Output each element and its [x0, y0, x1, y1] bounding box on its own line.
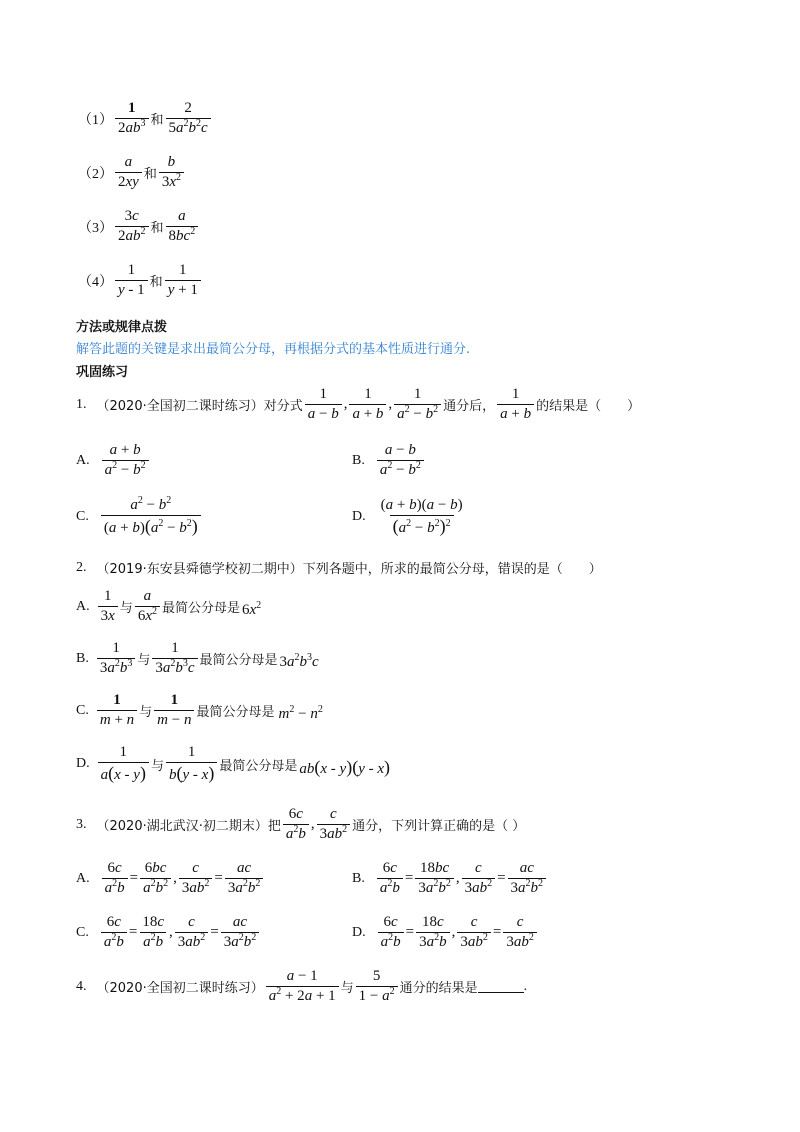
item-label: （2） [78, 166, 113, 182]
fraction: $\frac{c}{3ab^2}$ [317, 806, 351, 844]
option-label: C. [76, 702, 89, 718]
method-text: 解答此题的关键是求出最简公分母，再根据分式的基本性质进行通分. [76, 342, 471, 357]
question-stem: 通分，下列计算正确的是（ ） [352, 819, 526, 835]
question-stem: 通分的结果是 [399, 981, 478, 997]
exercise-item-3 [78, 208, 200, 246]
question-source: （2019·东安县舜德学校初二期中） [96, 562, 303, 577]
question-1: 1. （2020·全国初二课时练习） 对分式 $\frac{1}{a - b}$ , $\frac{1}{a + b}$ , $\frac{1}{a^2 - b^2}$ 通分后， $\frac{1}{a + b}$ 的结果是（ ） [76, 386, 641, 423]
option-label: D. [352, 924, 366, 940]
fraction: $\frac{1}{a(x - y)}$ [98, 744, 149, 785]
joiner: 和 [150, 113, 164, 129]
q1-option-a [76, 442, 151, 480]
joiner: 和 [143, 167, 157, 183]
fraction: $\frac{1}{a^2 - b^2}$ [394, 386, 441, 424]
fraction: $\frac{a + b}{a^2 - b^2}$ [102, 442, 149, 480]
question-4 [76, 968, 527, 1006]
lcd-text: 最简公分母是 [199, 653, 278, 669]
option-label: A. [76, 598, 90, 614]
joiner: 与 [137, 653, 151, 669]
question-number: 4. [76, 978, 87, 994]
fraction: $\frac{1}{m + n}$ [97, 692, 137, 730]
practice-heading: 巩固练习 [76, 365, 129, 380]
fraction: $\frac{1}{a + b}$ [349, 386, 386, 424]
lcd-text: 最简公分母是 [161, 601, 240, 617]
q2-option-a: A. $\frac{1}{3x}$ 与 $\frac{a}{6x^2}$ 最简公分母是 $6x^2$ [76, 588, 262, 625]
item-label: （3） [78, 220, 113, 236]
option-label: B. [352, 452, 365, 468]
question-source: （2020·湖北武汉·初二期末） [96, 819, 268, 835]
fraction: $\frac{1}{3x}$ [98, 588, 118, 626]
item-label: （1） [78, 112, 113, 128]
question-stem: 下列各题中，所求的最简公分母，错误的是（ ） [302, 562, 602, 577]
question-source: （2020·全国初二课时练习） [96, 399, 264, 415]
option-label: D. [352, 509, 366, 525]
joiner: 和 [150, 221, 164, 237]
question-stem: 的结果是（ ） [536, 399, 641, 415]
exercise-item-2 [78, 154, 186, 192]
item-label: （4） [78, 274, 113, 290]
fraction: $\frac{a^2 - b^2}{(a + b)(a^2 - b^2)}$ [101, 497, 201, 538]
fraction: $\frac{a}{6x^2}$ [135, 588, 160, 626]
q1-option-c [76, 497, 203, 538]
option-label: A. [76, 870, 90, 886]
answer-blank[interactable] [478, 980, 524, 993]
lcd-text: 最简公分母是 [219, 758, 298, 774]
lcd-text: 最简公分母是 [196, 705, 275, 721]
q1-option-d [352, 497, 468, 538]
joiner: 与 [340, 981, 354, 997]
q3-option-c: C. $\frac{6c}{a^2b}$ = $\frac{18c}{a^2b}$ , $\frac{c}{3ab^2}$ = $\frac{ac}{3a^2b^2}$ [76, 914, 261, 952]
fraction: $\frac{(a + b)(a - b)}{(a^2 - b^2)^2}$ [380, 497, 463, 537]
question-3: 3. （2020·湖北武汉·初二期末） 把 $\frac{6c}{a^2b}$ , $\frac{c}{3ab^2}$ 通分，下列计算正确的是（ ） [76, 806, 526, 843]
q3-option-b: B. $\frac{6c}{a^2b}$ = $\frac{18bc}{3a^2b^2}$ , $\frac{c}{3ab^2}$ = $\frac{ac}{3a^2b^2}$ [352, 860, 548, 898]
fraction: $\frac{1}{b(y - x)}$ [166, 744, 217, 785]
fraction: $\frac{6c}{a^2b}$ [283, 806, 309, 844]
question-stem: 把 [267, 819, 281, 835]
q3-option-d: D. $\frac{6c}{a^2b}$ = $\frac{18c}{3a^2b}$ , $\frac{c}{3ab^2}$ = $\frac{c}{3ab^2}$ [352, 914, 539, 952]
fraction: $\frac{2}{5a^2b^2c}$ [166, 100, 211, 138]
fraction: $\frac{3c}{2ab^2}$ [115, 208, 149, 246]
question-stem: 对分式 [263, 399, 303, 415]
fraction: $\frac{1}{y - 1}$ [115, 262, 148, 300]
question-stem: 通分后， [443, 399, 496, 415]
fraction: $\frac{a - b}{a^2 - b^2}$ [377, 442, 424, 480]
exercise-item-4 [78, 262, 203, 300]
q1-option-b [352, 442, 426, 480]
fraction: $\frac{1}{2ab^3}$ [115, 100, 149, 138]
fraction: $\frac{a}{8bc^2}$ [166, 208, 199, 246]
question-source: （2020·全国初二课时练习） [96, 981, 264, 997]
exercise-item-1 [78, 100, 213, 138]
fraction: $\frac{1}{3a^2b^3}$ [97, 640, 136, 678]
option-label: B. [76, 650, 89, 666]
fraction: $\frac{a}{2xy}$ [115, 154, 142, 192]
option-label: A. [76, 452, 90, 468]
question-number: 1. [76, 396, 87, 412]
q2-option-b: B. $\frac{1}{3a^2b^3}$ 与 $\frac{1}{3a^2b^3c}$ 最简公分母是 $3a^2b^3c$ [76, 640, 319, 677]
option-label: C. [76, 509, 89, 525]
q2-option-d: D. $\frac{1}{a(x - y)}$ 与 $\frac{1}{b(y - x)}$ 最简公分母是 ab(x - y)(y - x) [76, 744, 391, 784]
question-number: 3. [76, 816, 87, 832]
q3-option-a: A. $\frac{6c}{a^2b}$ = $\frac{6bc}{a^2b^2}$ , $\frac{c}{3ab^2}$ = $\frac{ac}{3a^2b^2}$ [76, 860, 265, 898]
joiner: 与 [139, 705, 153, 721]
q2-option-c: C. $\frac{1}{m + n}$ 与 $\frac{1}{m - n}$ 最简公分母是 $m^2 - n^2$ [76, 692, 323, 729]
joiner: 和 [149, 275, 163, 291]
option-label: D. [76, 756, 90, 772]
fraction: $\frac{1}{a + b}$ [497, 386, 534, 424]
question-end: . [523, 978, 528, 994]
joiner: 与 [119, 601, 133, 617]
method-heading: 方法或规律点拨 [76, 320, 168, 335]
joiner: 与 [150, 758, 164, 774]
question-2 [76, 558, 602, 577]
fraction: $\frac{1}{3a^2b^3c}$ [152, 640, 197, 678]
fraction: $\frac{5}{1 - a^2}$ [356, 968, 398, 1006]
fraction: $\frac{1}{m - n}$ [154, 692, 194, 730]
fraction: $\frac{1}{y + 1}$ [165, 262, 201, 300]
fraction: $\frac{b}{3x^2}$ [159, 154, 184, 192]
fraction: $\frac{1}{a - b}$ [305, 386, 342, 424]
fraction: $\frac{a - 1}{a^2 + 2a + 1}$ [266, 968, 339, 1006]
option-label: C. [76, 924, 89, 940]
option-label: B. [352, 870, 365, 886]
question-number: 2. [76, 559, 87, 575]
